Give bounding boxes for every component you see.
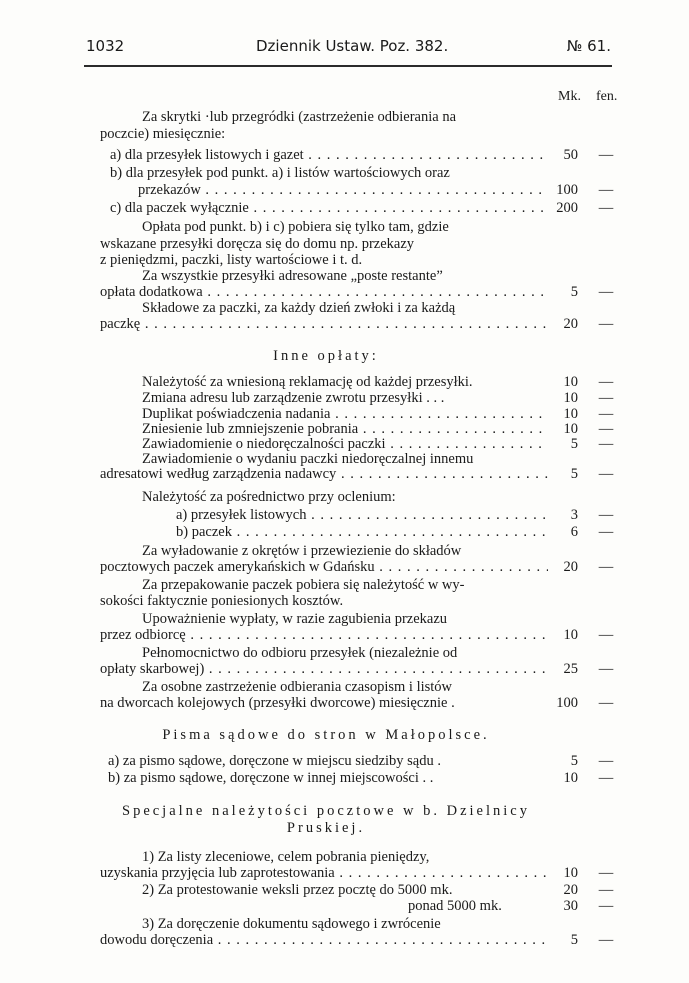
line-text: Zniesienie lub zmniejszenie pobrania [142,421,359,437]
amount-fen: — [598,882,614,898]
line-text: Opłata pod punkt. b) i c) pobiera się tylko tam, gdzie [142,219,449,235]
line-text: uzyskania przyjęcia lub zaprotestowania [100,865,335,881]
line-text: Za wyładowanie z okrętów i przewiezienie do składów [142,543,462,559]
amount-mk: 10 [563,390,578,406]
line-text: Zawiadomienie o niedoręczalności paczki [142,436,386,452]
amount-fen: — [598,695,614,711]
text-line [142,543,461,560]
text-line [100,627,548,644]
text-line [100,252,362,269]
dot-leader [213,932,548,948]
amount-mk: 30 [563,898,578,914]
dot-leader [336,466,548,482]
line-text: z pieniędzmi, paczki, listy wartościowe i t. d. [100,252,363,268]
page-header [86,37,611,57]
line-text: opłaty skarbowej) [100,661,205,677]
amount-fen: — [598,466,614,482]
text-line [142,611,447,628]
amount-fen: — [598,147,614,163]
header-rule [84,65,612,67]
text-line [176,524,548,541]
line-text: Za osobne zastrzeżenie odbierania czasopism i listów [142,679,453,695]
amount-mk: 10 [563,770,578,786]
text-line [408,898,502,915]
amount-mk: 5 [570,753,578,769]
amount-mk: 3 [570,507,578,523]
text-line [142,489,396,506]
amount-fen: — [598,932,614,948]
line-text: adresatowi według zarządzenia nadawcy [100,466,337,482]
text-line [100,466,548,483]
amount-fen: — [598,182,614,198]
amount-mk: 10 [563,627,578,643]
text-line [110,200,548,217]
line-text: poczcie) miesięcznie: [100,126,226,142]
amount-fen: — [598,200,614,216]
line-text: b) dla przesyłek pod punkt. a) i listów wartościowych oraz [110,165,450,181]
dot-leader [186,627,548,643]
section-heading: Specjalne należytości pocztowe w b. Dzielnicy [122,803,530,819]
text-line [142,219,449,236]
line-text: Za wszystkie przesyłki adresowane „poste restante” [142,268,443,284]
amount-mk: 5 [570,932,578,948]
amount-fen: — [598,524,614,540]
text-line [100,316,548,333]
line-text: b) paczek [176,524,232,540]
amount-fen: — [598,436,614,452]
amount-mk: 20 [563,316,578,332]
text-line [142,849,429,866]
line-text: sokości faktycznie poniesionych kosztów. [100,593,344,609]
journal-title: Dziennik Ustaw. Poz. 382. [256,37,449,55]
text-line [100,932,548,949]
line-text: Należytość za wniesioną reklamację od każdej przesyłki. [142,374,473,390]
amount-fen: — [598,865,614,881]
text-line [142,390,444,407]
line-text: a) przesyłek listowych [176,507,307,523]
dot-leader [203,284,548,300]
line-text: b) za pismo sądowe, doręczone w innej miejscowości . . [108,770,434,786]
line-text: wskazane przesyłki doręcza się do domu np. przekazy [100,236,415,252]
amount-fen: — [598,627,614,643]
text-line [142,916,441,933]
amount-fen: — [598,753,614,769]
text-line [142,109,456,126]
amount-mk: 10 [563,374,578,390]
text-line [142,577,464,594]
line-text: Za skrytki ·lub przegródki (zastrzeżenie odbierania na [142,109,457,125]
line-text: a) dla przesyłek listowych i gazet [110,147,304,163]
line-text: pocztowych paczek amerykańskich w Gdańsku [100,559,375,575]
line-text: dowodu doręczenia [100,932,214,948]
column-header-fen: fen. [596,89,618,104]
text-line [142,268,443,285]
dot-leader [358,421,548,437]
amount-mk: 200 [556,200,578,216]
amount-mk: 5 [570,466,578,482]
line-text: Za przepakowanie paczek pobiera się należytość w wy- [142,577,465,593]
line-text: 3) Za doręczenie dokumentu sądowego i zwrócenie [142,916,441,932]
amount-fen: — [598,374,614,390]
amount-mk: 10 [563,421,578,437]
text-line [110,147,548,164]
line-text: Duplikat poświadczenia nadania [142,406,331,422]
text-line [108,770,433,787]
page-number: 1032 [86,37,125,55]
line-text: c) dla paczek wyłącznie [110,200,249,216]
text-line [142,882,452,899]
amount-mk: 20 [563,559,578,575]
amount-mk: 50 [563,147,578,163]
text-line [100,559,548,576]
amount-fen: — [598,770,614,786]
amount-mk: 6 [570,524,578,540]
amount-fen: — [598,421,614,437]
line-text: Zmiana adresu lub zarządzenie zwrotu przesyłki . . . [142,390,445,406]
amount-mk: 100 [556,182,578,198]
text-line [100,695,455,712]
line-text: na dworcach kolejowych (przesyłki dworcowe) miesięcznie . [100,695,455,711]
dot-leader [375,559,548,575]
text-line [142,645,457,662]
amount-fen: — [598,390,614,406]
dot-leader [232,524,548,540]
section-heading: Pisma sądowe do stron w Małopolsce. [162,727,490,743]
line-text: przekazów [138,182,201,198]
text-line [176,507,548,524]
dot-leader [306,507,548,523]
line-text: przez odbiorcę [100,627,186,643]
amount-mk: 20 [563,882,578,898]
dot-leader [304,147,548,163]
text-line [110,165,450,182]
line-text: paczkę [100,316,141,332]
amount-fen: — [598,507,614,523]
issue-number: № 61. [566,37,611,55]
text-line [100,126,225,143]
dot-leader [249,200,548,216]
amount-fen: — [598,661,614,677]
text-line [100,236,414,253]
line-text: Pełnomocnictwo do odbioru przesyłek (niezależnie od [142,645,458,661]
amount-mk: 25 [563,661,578,677]
text-line [142,300,455,317]
column-header-mk: Mk. [558,89,581,104]
text-line [100,661,548,678]
line-text: 1) Za listy zleceniowe, celem pobrania pieniędzy, [142,849,430,865]
dot-leader [204,661,548,677]
dot-leader [386,436,548,452]
amount-fen: — [598,406,614,422]
text-line [142,374,473,391]
line-text: 2) Za protestowanie weksli przez pocztę do 5000 mk. [142,882,453,898]
line-text: Należytość za pośrednictwo przy oclenium: [142,489,396,505]
text-line [100,865,548,882]
dot-leader [330,406,548,422]
dot-leader [335,865,548,881]
amount-mk: 10 [563,406,578,422]
text-line [100,284,548,301]
line-text: a) za pismo sądowe, doręczone w miejscu siedziby sądu . [108,753,441,769]
section-heading: Inne opłaty: [273,348,379,364]
amount-mk: 5 [570,436,578,452]
amount-fen: — [598,559,614,575]
amount-mk: 100 [556,695,578,711]
text-line [100,593,343,610]
amount-mk: 5 [570,284,578,300]
amount-fen: — [598,898,614,914]
line-text: ponad 5000 mk. [408,898,502,914]
section-heading: Pruskiej. [286,820,366,836]
line-text: opłata dodatkowa [100,284,203,300]
line-text: Upoważnienie wypłaty, w razie zagubienia przekazu [142,611,448,627]
text-line [108,753,441,770]
amount-fen: — [598,316,614,332]
amount-mk: 10 [563,865,578,881]
text-line [142,679,452,696]
line-text: Składowe za paczki, za każdy dzień zwłoki i za każdą [142,300,456,316]
dot-leader [201,182,548,198]
text-line [138,182,548,199]
dot-leader [140,316,548,332]
amount-fen: — [598,284,614,300]
line-text: Zawiadomienie o wydaniu paczki niedoręczalnej innemu [142,451,474,467]
